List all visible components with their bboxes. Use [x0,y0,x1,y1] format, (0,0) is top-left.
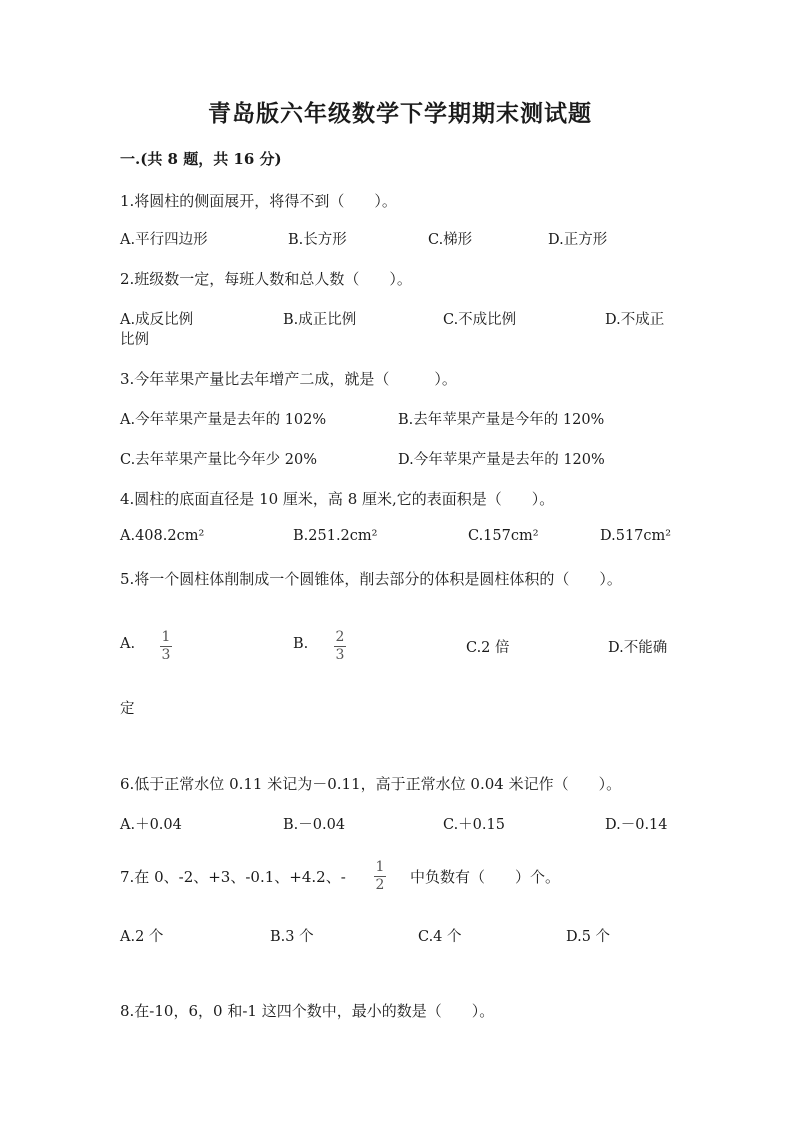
question-4: 4.圆柱的底面直径是 10 厘米，高 8 厘米,它的表面积是（ ）。 [120,490,555,508]
q1-option-c: C.梯形 [428,232,473,248]
question-7-prefix: 7.在 0、-2、+3、-0.1、+4.2、- [120,868,346,886]
q4-option-a: A.408.2cm² [120,528,205,544]
q3-option-b: B.去年苹果产量是今年的 120% [398,412,605,428]
q7-fraction [374,860,386,893]
q6-option-a: A.＋0.04 [120,817,182,833]
q2-option-b: B.成正比例 [283,312,357,328]
q7-option-b: B.3 个 [270,929,314,945]
q5-option-b: B. [293,636,309,652]
question-8: 8.在-10，6，0 和-1 这四个数中，最小的数是（ ）。 [120,1002,495,1020]
q4-option-d: D.517cm² [600,528,672,544]
q4-option-b: B.251.2cm² [293,528,378,544]
q2-option-d-continued: 比例 [120,332,149,348]
q1-option-d: D.正方形 [548,232,608,248]
q1-option-b: B.长方形 [288,232,347,248]
section-header: 一.(共 8 题，共 16 分) [120,150,282,168]
q5-fraction-b-numerator: 2 [335,629,345,645]
q1-option-a: A.平行四边形 [120,232,208,248]
question-1: 1.将圆柱的侧面展开，将得不到（ ）。 [120,192,397,210]
q5-option-d-continued: 定 [120,701,135,717]
page-title: 青岛版六年级数学下学期期末测试题 [208,100,592,127]
q5-option-c: C.2 倍 [466,640,510,656]
q6-option-d: D.－0.14 [605,817,668,833]
q3-option-c: C.去年苹果产量比今年少 20% [120,452,318,468]
q3-option-d: D.今年苹果产量是去年的 120% [398,452,605,468]
question-6: 6.低于正常水位 0.11 米记为－0.11，高于正常水位 0.04 米记作（ ）。 [120,775,622,793]
q3-option-a: A.今年苹果产量是去年的 102% [120,412,327,428]
q4-option-c: C.157cm² [468,528,539,544]
q2-option-c: C.不成比例 [443,312,517,328]
q2-option-a: A.成反比例 [120,312,194,328]
q7-fraction-numerator: 1 [375,859,385,875]
q6-option-b: B.－0.04 [283,817,346,833]
q5-fraction-a-denominator: 3 [161,647,171,663]
q7-fraction-denominator: 2 [375,877,385,893]
q6-option-c: C.＋0.15 [443,817,505,833]
question-5: 5.将一个圆柱体削制成一个圆锥体，削去部分的体积是圆柱体积的（ ）。 [120,570,622,588]
question-2: 2.班级数一定，每班人数和总人数（ ）。 [120,270,412,288]
q5-fraction-b [334,630,346,663]
q7-option-d: D.5 个 [566,929,611,945]
q5-fraction-a [160,630,172,663]
q7-option-a: A.2 个 [120,929,164,945]
q5-option-d: D.不能确 [608,640,668,656]
q5-fraction-a-numerator: 1 [161,629,171,645]
q5-option-a: A. [120,636,136,652]
q2-option-d: D.不成正 [605,312,665,328]
q5-fraction-b-denominator: 3 [335,647,345,663]
q7-option-c: C.4 个 [418,929,462,945]
question-3: 3.今年苹果产量比去年增产二成，就是（ ）。 [120,370,457,388]
question-7-suffix: 中负数有（ ）个。 [410,868,561,886]
